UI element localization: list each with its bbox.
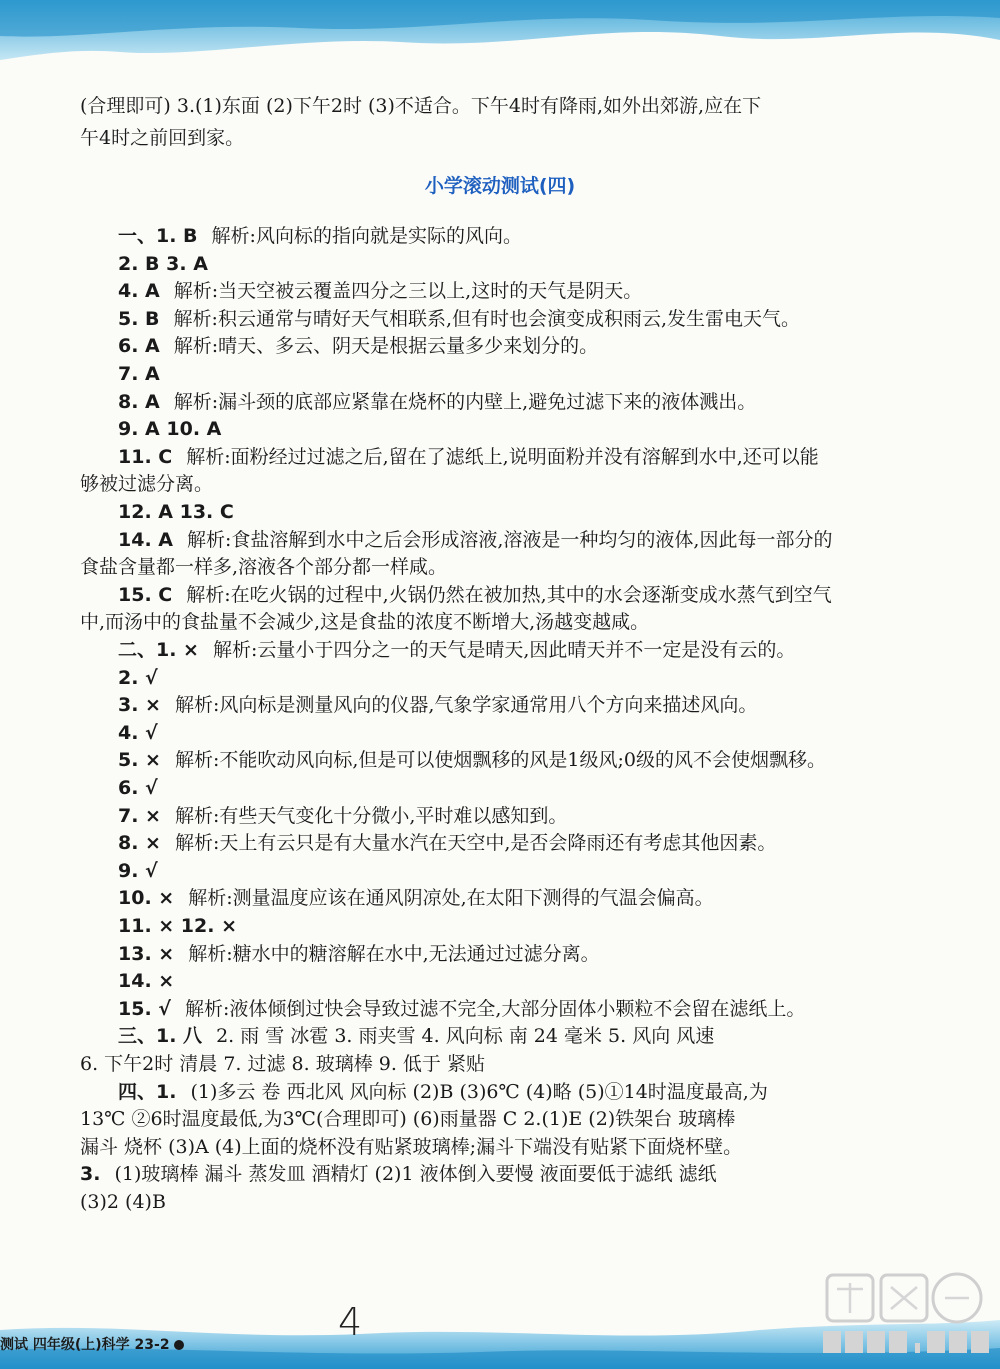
answer-line: [118, 415, 221, 443]
answer-number: 5. ×: [118, 749, 161, 772]
answer-line: [118, 636, 795, 664]
answer-number: 3. ×: [118, 694, 161, 717]
footer-label: [0, 1334, 184, 1354]
answer-explanation: 够被过滤分离。: [80, 473, 214, 496]
answer-number: 11. C: [118, 445, 173, 468]
answer-line: [118, 332, 598, 360]
answer-line: [118, 967, 174, 995]
answer-line: [80, 553, 447, 581]
answer-line: [118, 277, 642, 305]
answer-explanation: 2. 雨 雪 冰雹 3. 雨夹雪 4. 风向标 南 24 毫米 5. 风向 风速: [216, 1025, 715, 1048]
answer-number: 3.: [80, 1163, 101, 1186]
answer-line: [118, 222, 522, 250]
answer-number: 2. B 3. A: [118, 252, 208, 275]
answer-number: 三、1. 八: [118, 1025, 203, 1048]
answer-number: 9. √: [118, 859, 158, 882]
answer-line: [118, 857, 158, 885]
answer-line: [118, 719, 158, 747]
answer-line: [118, 774, 158, 802]
answer-line: [118, 802, 567, 830]
answer-number: 8. A: [118, 390, 160, 413]
answer-explanation: 解析:面粉经过过滤之后,留在了滤纸上,说明面粉并没有溶解到水中,还可以能: [186, 445, 819, 468]
answer-number: 5. B: [118, 307, 160, 330]
answer-number: 12. A 13. C: [118, 501, 234, 523]
answer-line: [118, 829, 776, 857]
footer-dot-icon: [174, 1340, 184, 1350]
answer-line: [80, 470, 213, 498]
answer-number: 14. A: [118, 528, 173, 551]
answer-explanation: 解析:风向标是测量风向的仪器,气象学家通常用八个方向来描述风向。: [174, 694, 758, 717]
answer-number: 15. C: [118, 583, 173, 606]
answer-explanation: 解析:在吃火锅的过程中,火锅仍然在被加热,其中的水会逐渐变成水蒸气到空气: [186, 583, 832, 606]
answer-line: [118, 305, 800, 333]
intro-line-1: (合理即可) 3.(1)东面 (2)下午2时 (3)不适合。下午4时有降雨,如外出郊游,应在下: [80, 95, 762, 117]
answer-line: [118, 526, 832, 554]
answer-number: 4. A: [118, 280, 160, 303]
answer-line: [80, 1050, 485, 1078]
answer-number: 11. × 12. ×: [118, 915, 238, 937]
answer-number: 15. √: [118, 997, 171, 1020]
watermark-logo: [815, 1265, 995, 1365]
answer-number: 2. √: [118, 666, 158, 689]
answer-number: 6. √: [118, 777, 158, 799]
answer-line: [118, 581, 832, 609]
top-decorative-band: [0, 0, 1000, 72]
answer-explanation: 解析:不能吹动风向标,但是可以使烟飘移的风是1级风;0级的风不会使烟飘移。: [174, 749, 827, 772]
answer-explanation: 解析:食盐溶解到水中之后会形成溶液,溶液是一种均匀的液体,因此每一部分的: [186, 528, 833, 551]
section-title: 小学滚动测试(四): [424, 175, 576, 197]
answer-explanation: 解析:测量温度应该在通风阴凉处,在太阳下测得的气温会偏高。: [188, 887, 714, 910]
answer-number: 9. A 10. A: [118, 418, 222, 441]
answer-explanation: (1)玻璃棒 漏斗 蒸发皿 酒精灯 (2)1 液体倒入要慢 液面要低于滤纸 滤纸: [114, 1163, 717, 1186]
answer-explanation: 解析:积云通常与晴好天气相联系,但有时也会演变成积雨云,发生雷电天气。: [173, 307, 801, 330]
answer-line: [80, 1133, 742, 1161]
answer-number: 四、1.: [118, 1080, 177, 1103]
answer-explanation: 解析:风向标的指向就是实际的风向。: [211, 225, 522, 247]
answer-line: [118, 1022, 714, 1050]
answer-explanation: 食盐含量都一样多,溶液各个部分都一样咸。: [80, 556, 448, 579]
answer-number: 7. ×: [118, 804, 161, 827]
answer-explanation: 解析:有些天气变化十分微小,平时难以感知到。: [174, 804, 568, 827]
answer-number: 14. ×: [118, 970, 175, 993]
answer-line: [118, 443, 819, 471]
answer-explanation: 解析:天上有云只是有大量水汽在天空中,是否会降雨还有考虑其他因素。: [174, 832, 777, 855]
answer-explanation: (1)多云 卷 西北风 风向标 (2)B (3)6℃ (4)略 (5)①14时温度最高,为: [190, 1080, 768, 1103]
answer-explanation: 解析:液体倾倒过快会导致过滤不完全,大部分固体小颗粒不会留在滤纸上。: [184, 997, 806, 1020]
answer-explanation: 中,而汤中的食盐量不会减少,这是食盐的浓度不断增大,汤越变越咸。: [80, 611, 650, 634]
answer-explanation: (3)2 (4)B: [80, 1191, 166, 1213]
footer-text: 测试 四年级(上)科学 23-2: [0, 1337, 170, 1353]
answer-line: [118, 1078, 768, 1106]
answer-number: 7. A: [118, 363, 160, 385]
answer-number: 6. A: [118, 335, 160, 358]
answer-number: 13. ×: [118, 942, 175, 965]
answer-number: 8. ×: [118, 832, 161, 855]
answer-line: [118, 360, 160, 388]
answer-number: 一、1. B: [118, 225, 198, 247]
answer-line: [118, 250, 208, 278]
intro-line-2: 午4时之前回到家。: [80, 127, 245, 149]
answer-line: [118, 912, 237, 940]
answer-explanation: 解析:当天空被云覆盖四分之三以上,这时的天气是阴天。: [173, 280, 643, 303]
answer-explanation: 13℃ ②6时温度最低,为3℃(合理即可) (6)雨量器 C 2.(1)E (2)铁架台 玻璃棒: [80, 1108, 736, 1131]
answer-explanation: 解析:糖水中的糖溶解在水中,无法通过过滤分离。: [188, 942, 600, 965]
answer-line: [118, 940, 600, 968]
answer-number: 10. ×: [118, 887, 175, 910]
answer-number: 二、1. ×: [118, 639, 199, 661]
answer-explanation: 解析:晴天、多云、阴天是根据云量多少来划分的。: [173, 335, 599, 358]
answer-line: [118, 995, 805, 1023]
handwritten-page-number: 4: [338, 1300, 363, 1344]
answer-line: [118, 691, 757, 719]
answer-line: [80, 1160, 717, 1188]
answer-line: [118, 884, 714, 912]
answer-line: [118, 664, 158, 692]
answer-line: [118, 746, 826, 774]
answer-number: 4. √: [118, 721, 158, 744]
answer-explanation: 解析:云量小于四分之一的天气是晴天,因此晴天并不一定是没有云的。: [212, 639, 796, 661]
answer-line: [80, 1188, 166, 1216]
answer-explanation: 解析:漏斗颈的底部应紧靠在烧杯的内壁上,避免过滤下来的液体溅出。: [173, 390, 757, 413]
answer-explanation: 漏斗 烧杯 (3)A (4)上面的烧杯没有贴紧玻璃棒;漏斗下端没有贴紧下面烧杯壁。: [80, 1135, 743, 1158]
answer-line: [118, 498, 234, 526]
answer-explanation: 6. 下午2时 清晨 7. 过滤 8. 玻璃棒 9. 低于 紧贴: [80, 1053, 485, 1075]
answer-line: [118, 388, 756, 416]
answer-line: [80, 1105, 735, 1133]
answer-line: [80, 608, 649, 636]
